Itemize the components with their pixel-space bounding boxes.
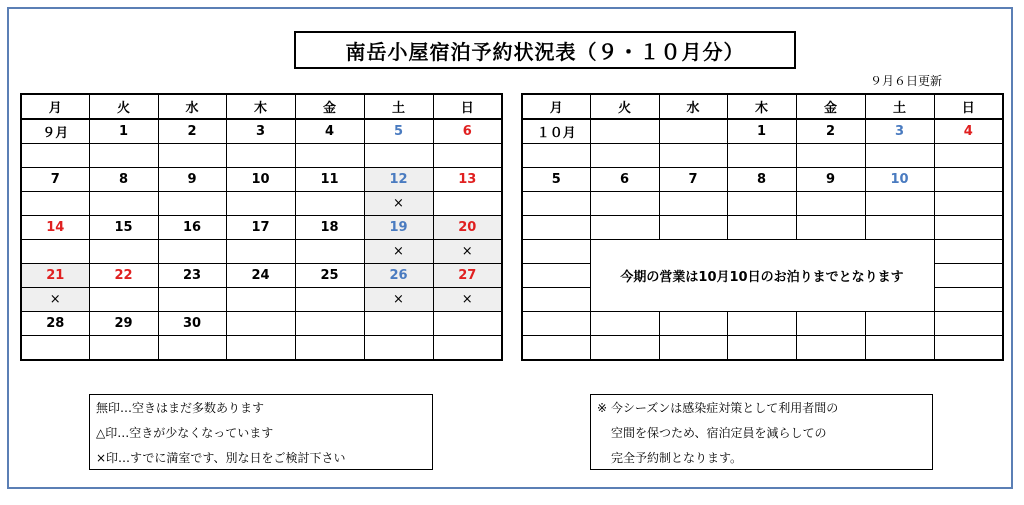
legend-box	[89, 394, 433, 470]
status-cell	[364, 336, 433, 361]
date-cell: 21	[21, 264, 89, 288]
status-cell	[89, 144, 158, 168]
date-cell: 2	[158, 119, 226, 144]
date-cell	[865, 216, 934, 240]
weekday-tue: 火	[89, 94, 158, 119]
status-cell	[522, 288, 590, 312]
date-cell: 9	[158, 168, 226, 192]
status-cell	[796, 192, 865, 216]
status-cell	[659, 336, 727, 361]
status-cell	[295, 288, 364, 312]
status-cell	[89, 288, 158, 312]
status-cell	[226, 144, 295, 168]
status-cell	[934, 240, 1003, 264]
date-cell: 30	[158, 312, 226, 336]
status-cell	[158, 192, 226, 216]
status-cell	[433, 336, 502, 361]
date-row	[21, 119, 502, 144]
date-cell	[659, 312, 727, 336]
date-cell: 23	[158, 264, 226, 288]
note-line-3: 完全予約制となります。	[611, 451, 743, 465]
weekday-wed: 水	[659, 94, 727, 119]
status-cell	[89, 192, 158, 216]
date-cell: 24	[226, 264, 295, 288]
date-cell	[934, 168, 1003, 192]
status-cell	[21, 192, 89, 216]
status-cell	[21, 144, 89, 168]
status-cell	[295, 144, 364, 168]
date-cell: 27	[433, 264, 502, 288]
date-cell	[796, 216, 865, 240]
status-cell	[590, 192, 659, 216]
status-row	[21, 144, 502, 168]
calendar-october	[521, 93, 1004, 361]
date-cell: 3	[865, 119, 934, 144]
date-cell	[659, 216, 727, 240]
status-cell-full: ×	[364, 192, 433, 216]
date-cell: 1	[89, 119, 158, 144]
status-cell	[934, 288, 1003, 312]
status-cell	[659, 192, 727, 216]
date-cell: 13	[433, 168, 502, 192]
status-cell	[21, 240, 89, 264]
status-cell	[522, 336, 590, 361]
status-cell	[226, 288, 295, 312]
date-cell	[934, 216, 1003, 240]
date-cell	[727, 216, 796, 240]
date-cell: 4	[295, 119, 364, 144]
date-cell: 20	[433, 216, 502, 240]
status-cell	[727, 192, 796, 216]
status-cell	[158, 144, 226, 168]
status-cell	[522, 240, 590, 264]
date-cell	[295, 312, 364, 336]
status-cell	[295, 240, 364, 264]
status-cell	[934, 192, 1003, 216]
legend-line-none: 無印…空きはまだ多数あります	[96, 401, 265, 415]
status-row	[21, 288, 502, 312]
status-cell	[796, 144, 865, 168]
date-cell	[364, 312, 433, 336]
date-cell: 7	[21, 168, 89, 192]
date-cell: 16	[158, 216, 226, 240]
status-cell	[934, 336, 1003, 361]
status-row	[21, 336, 502, 361]
weekday-wed: 水	[158, 94, 226, 119]
weekday-header-row	[21, 94, 502, 119]
status-row	[522, 192, 1003, 216]
status-cell	[727, 144, 796, 168]
month-label: １０月	[522, 119, 590, 144]
date-cell: 5	[364, 119, 433, 144]
date-cell: 26	[364, 264, 433, 288]
status-cell	[433, 144, 502, 168]
date-row	[522, 216, 1003, 240]
weekday-mon: 月	[522, 94, 590, 119]
date-cell: 8	[89, 168, 158, 192]
status-row	[522, 144, 1003, 168]
closing-notice: 今期の営業は10月10日のお泊りまでとなります	[590, 240, 934, 312]
weekday-sun: 日	[934, 94, 1003, 119]
date-cell: 10	[865, 168, 934, 192]
status-cell	[865, 192, 934, 216]
page-title: 南岳小屋宿泊予約状況表（９・１０月分）	[294, 31, 796, 69]
calendar-september	[20, 93, 503, 361]
date-cell: 2	[796, 119, 865, 144]
date-cell: 29	[89, 312, 158, 336]
status-cell-full: ×	[364, 288, 433, 312]
status-cell	[727, 336, 796, 361]
date-cell: 22	[89, 264, 158, 288]
status-cell	[89, 336, 158, 361]
date-cell: 6	[433, 119, 502, 144]
status-row	[21, 192, 502, 216]
weekday-header-row	[522, 94, 1003, 119]
status-cell-full: ×	[433, 240, 502, 264]
status-cell	[226, 336, 295, 361]
date-cell: 7	[659, 168, 727, 192]
status-cell	[226, 240, 295, 264]
date-cell: 17	[226, 216, 295, 240]
date-cell	[226, 312, 295, 336]
date-cell	[522, 312, 590, 336]
status-cell	[226, 192, 295, 216]
status-cell	[158, 240, 226, 264]
status-row	[522, 240, 1003, 264]
status-cell	[158, 336, 226, 361]
date-cell: 18	[295, 216, 364, 240]
status-cell	[158, 288, 226, 312]
date-cell	[522, 216, 590, 240]
status-cell	[295, 192, 364, 216]
date-cell	[796, 312, 865, 336]
weekday-sat: 土	[364, 94, 433, 119]
date-cell: 15	[89, 216, 158, 240]
status-cell	[590, 336, 659, 361]
status-row	[522, 336, 1003, 361]
date-row	[21, 264, 502, 288]
updated-date: ９月６日更新	[870, 74, 943, 88]
status-cell	[433, 192, 502, 216]
weekday-thu: 木	[226, 94, 295, 119]
date-cell	[865, 312, 934, 336]
date-cell: 4	[934, 119, 1003, 144]
date-cell: 1	[727, 119, 796, 144]
legend-line-triangle: △印…空きが少なくなっています	[96, 426, 274, 440]
date-cell: 9	[796, 168, 865, 192]
status-cell	[21, 336, 89, 361]
status-cell	[522, 192, 590, 216]
date-cell	[590, 216, 659, 240]
status-cell-full: ×	[364, 240, 433, 264]
date-cell: 10	[226, 168, 295, 192]
date-cell: 3	[226, 119, 295, 144]
status-cell-full: ×	[433, 288, 502, 312]
status-cell	[522, 144, 590, 168]
date-cell: 6	[590, 168, 659, 192]
status-cell	[934, 144, 1003, 168]
date-row	[522, 119, 1003, 144]
status-cell	[659, 144, 727, 168]
date-cell: 11	[295, 168, 364, 192]
status-cell	[796, 336, 865, 361]
status-cell	[295, 336, 364, 361]
date-row	[21, 312, 502, 336]
status-cell	[590, 144, 659, 168]
status-row	[21, 240, 502, 264]
date-cell: 14	[21, 216, 89, 240]
note-line-2: 空間を保つため、宿泊定員を減らしての	[611, 426, 827, 440]
date-cell: 5	[522, 168, 590, 192]
date-row	[21, 168, 502, 192]
weekday-thu: 木	[727, 94, 796, 119]
weekday-sat: 土	[865, 94, 934, 119]
month-label: ９月	[21, 119, 89, 144]
weekday-mon: 月	[21, 94, 89, 119]
date-cell	[934, 312, 1003, 336]
date-row	[522, 312, 1003, 336]
date-cell: 8	[727, 168, 796, 192]
date-cell	[727, 312, 796, 336]
date-cell	[433, 312, 502, 336]
status-cell	[89, 240, 158, 264]
status-cell	[364, 144, 433, 168]
legend-line-cross: ×印…すでに満室です、別な日をご検討下さい	[96, 451, 346, 465]
weekday-tue: 火	[590, 94, 659, 119]
date-cell: 28	[21, 312, 89, 336]
date-cell	[590, 119, 659, 144]
status-cell-full: ×	[21, 288, 89, 312]
date-row	[21, 216, 502, 240]
weekday-fri: 金	[796, 94, 865, 119]
date-cell: 25	[295, 264, 364, 288]
date-cell	[934, 264, 1003, 288]
date-cell: 19	[364, 216, 433, 240]
status-cell	[865, 336, 934, 361]
date-cell: 12	[364, 168, 433, 192]
status-cell	[865, 144, 934, 168]
weekday-sun: 日	[433, 94, 502, 119]
weekday-fri: 金	[295, 94, 364, 119]
date-cell	[522, 264, 590, 288]
date-row	[522, 168, 1003, 192]
note-box	[590, 394, 933, 470]
note-line-1: ※ 今シーズンは感染症対策として利用者間の	[597, 401, 839, 415]
date-cell	[659, 119, 727, 144]
date-cell	[590, 312, 659, 336]
